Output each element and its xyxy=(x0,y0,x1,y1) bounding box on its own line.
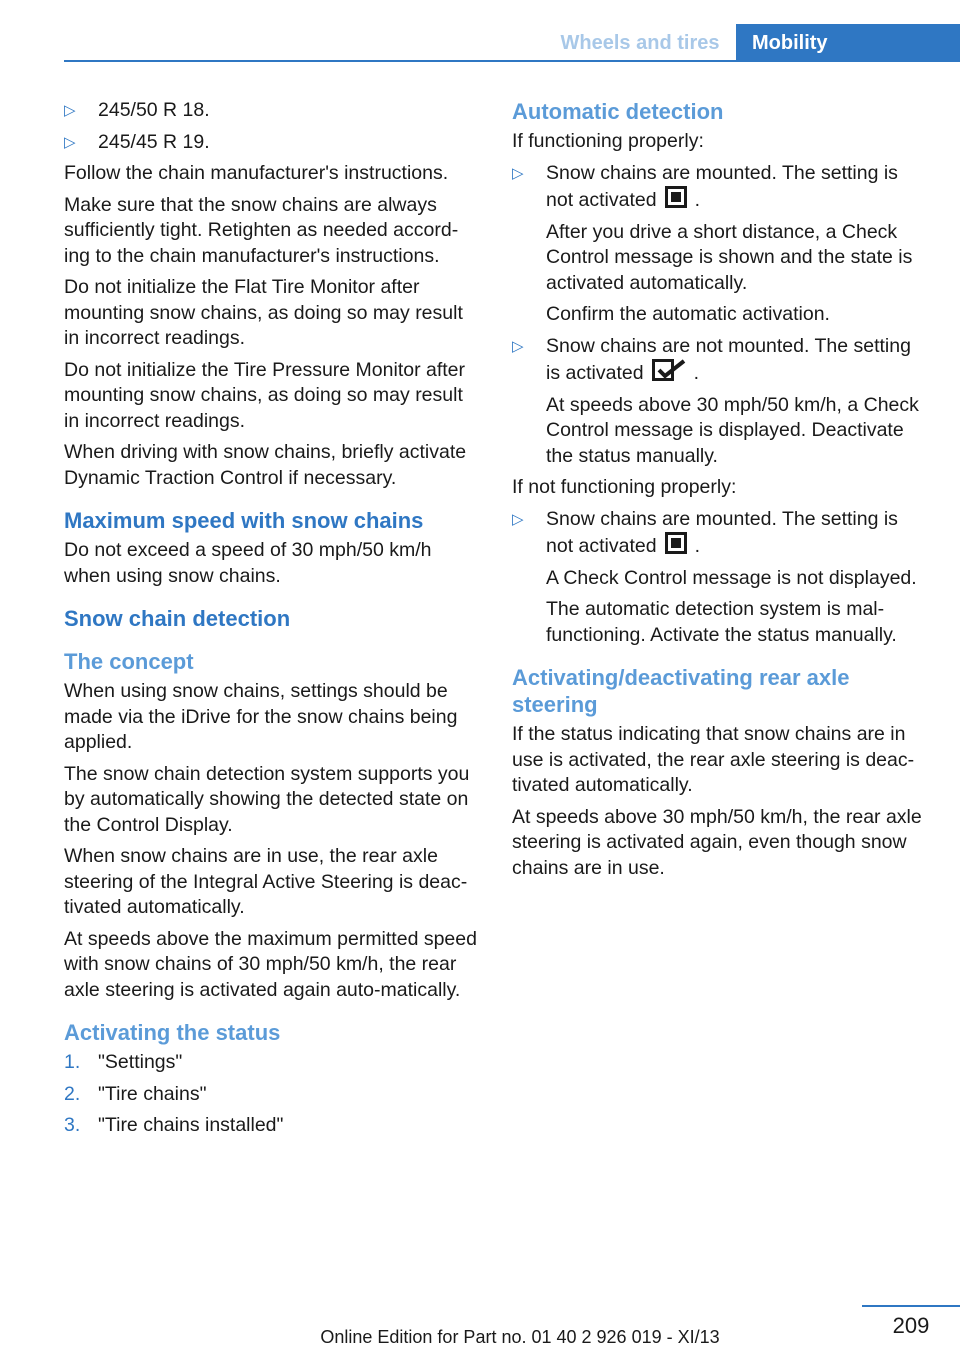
left-column xyxy=(64,98,480,1145)
step-item: 1. "Settings" xyxy=(64,1051,183,1073)
checkbox-empty-icon xyxy=(665,186,687,208)
right-column xyxy=(512,98,928,887)
header-rule xyxy=(64,60,960,62)
bullet-arrow-icon: ▷ xyxy=(512,510,524,528)
paragraph: Do not initialize the Flat Tire Monitor after mounting snow chains, as doing so may result in incorrect readings. xyxy=(64,276,463,349)
paragraph: If functioning properly: xyxy=(512,130,704,152)
heading-concept: The concept xyxy=(64,649,194,674)
paragraph: When using snow chains, settings should be made via the iDrive for the snow chains being applied. xyxy=(64,680,458,753)
paragraph: At speeds above 30 mph/50 km/h, the rear axle steering is activated again, even though snow chains are in use. xyxy=(512,805,922,879)
paragraph: A Check Control message is not displayed. xyxy=(546,566,917,589)
list-item: ▷ Snow chains are mounted. The setting is not activated . xyxy=(512,507,898,557)
paragraph: The snow chain detection system supports you by automatically showing the detected state on the Control Display. xyxy=(64,762,470,836)
paragraph: Follow the chain manufacturer's instructions. xyxy=(64,162,449,184)
list-item: ▷ Snow chains are not mounted. The setting is activated . xyxy=(512,334,911,384)
bullet-arrow-icon: ▷ xyxy=(64,133,76,151)
paragraph: The automatic detection system is mal‐functioning. Activate the status manually. xyxy=(546,598,897,646)
heading-activating-status: Activating the status xyxy=(64,1020,281,1045)
paragraph: When driving with snow chains, briefly activate Dynamic Traction Control if necessary. xyxy=(64,441,467,489)
step-item: 2. "Tire chains" xyxy=(64,1082,207,1105)
bullet-arrow-icon: ▷ xyxy=(512,337,524,355)
list-item: ▷ 245/50 R 18. xyxy=(64,98,480,124)
heading-rear-axle-steering: Activating/deactivating rear axle steering xyxy=(512,665,850,717)
paragraph: At speeds above the maximum permitted speed with snow chains of 30 mph/50 km/h, the rear axle steering is activated again auto‐matically. xyxy=(64,927,477,1001)
step-item: 3. "Tire chains installed" xyxy=(64,1114,284,1136)
header-chapter-tab: Mobility xyxy=(736,24,960,62)
paragraph: After you drive a short distance, a Check Control message is shown and the state is activated automatically. xyxy=(546,220,913,294)
paragraph: At speeds above 30 mph/50 km/h, a Check Control message is displayed. Deactivate the status manually. xyxy=(546,393,919,467)
page-number: 209 xyxy=(892,1313,930,1338)
heading-max-speed: Maximum speed with snow chains xyxy=(64,508,424,533)
bullet-arrow-icon: ▷ xyxy=(512,164,524,182)
paragraph: If not functioning properly: xyxy=(512,476,737,498)
header-section-title: Wheels and tires xyxy=(560,32,720,54)
list-item: ▷ 245/45 R 19. xyxy=(64,130,480,156)
list-item: ▷ Snow chains are mounted. The setting is not activated . xyxy=(512,161,898,211)
heading-automatic-detection: Automatic detection xyxy=(512,99,724,124)
paragraph: When snow chains are in use, the rear axle steering of the Integral Active Steering is deac‐tivated automatically. xyxy=(64,845,468,918)
page-number-rule xyxy=(862,1305,960,1307)
paragraph: If the status indicating that snow chains are in use is activated, the rear axle steering is deac‐tivated automatically. xyxy=(512,723,915,796)
paragraph: Do not initialize the Tire Pressure Monitor after mounting snow chains, as doing so may result in incorrect readings. xyxy=(64,358,466,432)
checkbox-empty-icon xyxy=(665,532,687,554)
checkbox-checked-icon xyxy=(652,359,686,383)
bullet-arrow-icon: ▷ xyxy=(64,102,76,119)
footer-edition: Online Edition for Part no. 01 40 2 926 019 - XI/13 xyxy=(320,1327,720,1347)
paragraph: Confirm the automatic activation. xyxy=(546,303,830,325)
heading-snow-chain-detection: Snow chain detection xyxy=(64,606,291,631)
paragraph: Make sure that the snow chains are always sufficiently tight. Retighten as needed accord‐ing to the chain manufacturer's instructions. xyxy=(64,193,459,267)
paragraph: Do not exceed a speed of 30 mph/50 km/h when using snow chains. xyxy=(64,539,432,587)
